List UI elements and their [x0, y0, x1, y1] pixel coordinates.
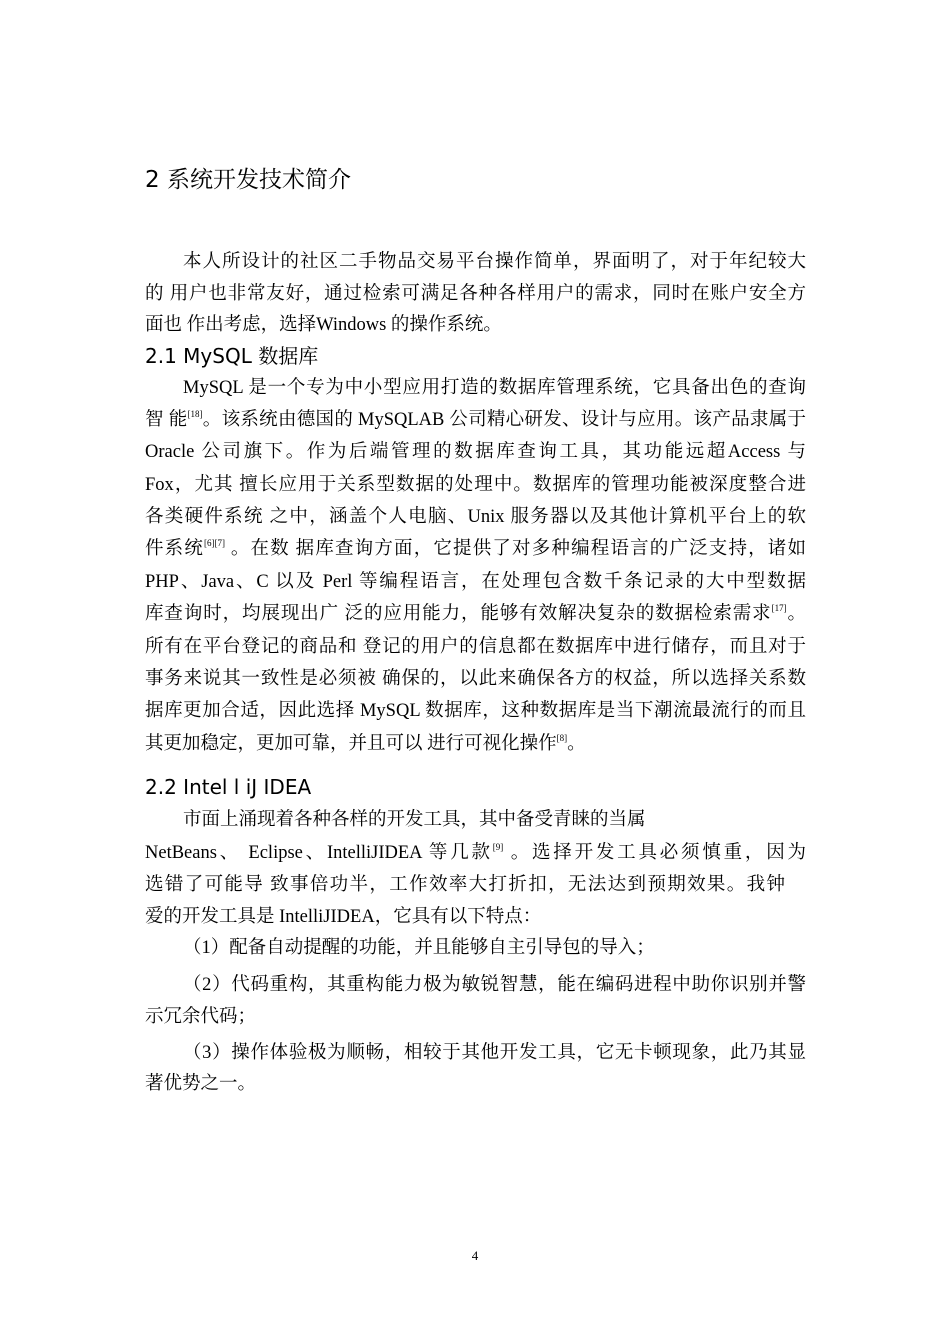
paragraph-line: Oracle 公司旗下。作为后端管理的数据库查询工具，其功能远超Access 与	[145, 442, 806, 462]
text: 。在数 据库查询方面，它提供了对多种编程语言的广泛支持，诸如	[225, 539, 806, 559]
text: 。选择开发工具必须慎重，因为	[503, 843, 806, 863]
citation: [9]	[492, 842, 504, 852]
paragraph-line: MySQL 是一个专为中小型应用打造的数据库管理系统，它具备出色的查询	[183, 378, 806, 398]
text: 。该系统由德国的 MySQLAB 公司精心研发、设计与应用。该产品隶属于	[202, 410, 806, 430]
paragraph-line	[145, 732, 806, 756]
text: 。	[786, 604, 806, 624]
text: 其更加稳定，更加可靠，并且可以 进行可视化操作	[145, 734, 557, 754]
text: 智 能	[145, 410, 188, 430]
paragraph-line: 爱的开发工具是 IntelliJIDEA，它具有以下特点：	[145, 907, 542, 927]
chapter-heading: 2 系统开发技术简介	[145, 167, 351, 193]
text: 库查询时，均展现出广 泛的应用能力，能够有效解决复杂的数据检索需求	[145, 604, 772, 624]
paragraph-line	[145, 408, 806, 432]
paragraph-line: 的 用户也非常友好，通过检索可满足各种各样用户的需求，同时在账户安全方	[145, 284, 806, 304]
citation: [6][7]	[204, 538, 226, 548]
text: NetBeans、 Eclipse、IntelliJIDEA 等几款	[145, 843, 493, 863]
paragraph-line: Fox，尤其 擅长应用于关系型数据的处理中。数据库的管理功能被深度整合进	[145, 475, 806, 495]
paragraph-line: 据库更加合适，因此选择 MySQL 数据库，这种数据库是当下潮流最流行的而且	[145, 701, 806, 721]
feature-item-1: （1）配备自动提醒的功能，并且能够自主引导包的导入；	[183, 938, 655, 958]
paragraph-line: 选错了可能导 致事倍功半，工作效率大打折扣，无法达到预期效果。我钟	[145, 875, 785, 895]
citation: [8]	[556, 733, 568, 743]
section-heading-2-1: 2.1 MySQL 数据库	[145, 344, 319, 368]
paragraph-line	[145, 602, 806, 626]
text: 件系统	[145, 539, 205, 559]
paragraph-line: 市面上涌现着各种各样的开发工具，其中备受青睐的当属	[183, 810, 646, 830]
section-heading-2-2: 2.2 Intel l iJ IDEA	[145, 775, 312, 799]
paragraph-line	[145, 537, 806, 561]
paragraph-line: 本人所设计的社区二手物品交易平台操作简单，界面明了，对于年纪较大	[183, 252, 806, 272]
paragraph-line	[145, 841, 806, 865]
feature-item-2-cont: 示冗余代码；	[145, 1007, 257, 1027]
feature-item-3: （3）操作体验极为顺畅，相较于其他开发工具，它无卡顿现象，此乃其显	[183, 1043, 806, 1063]
feature-item-2: （2）代码重构，其重构能力极为敏锐智慧，能在编码进程中助你识别并警	[183, 975, 806, 995]
paragraph-line: 面也 作出考虑，选择Windows 的操作系统。	[145, 315, 502, 335]
text: 。	[567, 734, 586, 754]
citation: [17]	[771, 603, 787, 613]
paragraph-line: 事务来说其一致性是必须被 确保的，以此来确保各方的权益，所以选择关系数	[145, 669, 806, 689]
paragraph-line: 所有在平台登记的商品和 登记的用户的信息都在数据库中进行储存，而且对于	[145, 637, 806, 657]
paragraph-line: 各类硬件系统 之中，涵盖个人电脑、Unix 服务器以及其他计算机平台上的软	[145, 507, 806, 527]
feature-item-3-cont: 著优势之一。	[145, 1074, 257, 1094]
paragraph-line: PHP、Java、C 以及 Perl 等编程语言，在处理包含数千条记录的大中型数据	[145, 572, 806, 592]
citation: [18]	[187, 409, 203, 419]
page-number: 4	[471, 1248, 479, 1263]
